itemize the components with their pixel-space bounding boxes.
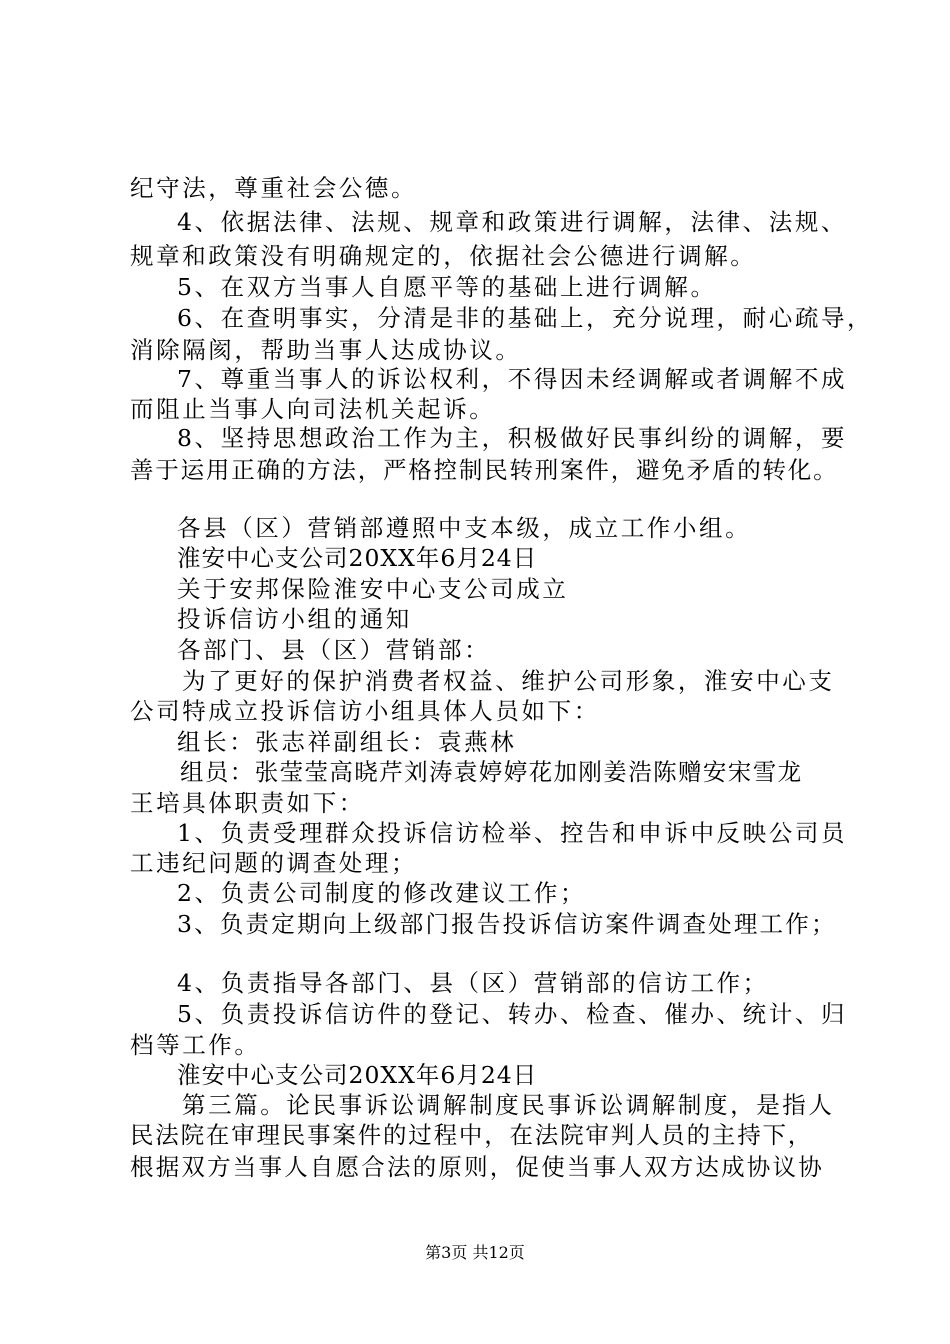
text-line: 4、负责指导各部门、县（区）营销部的信访工作； [177, 969, 769, 997]
text-line: 规章和政策没有明确规定的，依据社会公德进行调解。 [130, 242, 757, 270]
text-line: 档等工作。 [130, 1031, 261, 1059]
text-line: 王培具体职责如下： [130, 789, 365, 817]
text-line: 为了更好的保护消费者权益、维护公司形象，淮安中心支 [182, 667, 835, 695]
text-line: 各县（区）营销部遵照中支本级，成立工作小组。 [177, 514, 752, 542]
text-line: 工违纪问题的调查处理； [130, 849, 418, 877]
text-line: 投诉信访小组的通知 [177, 605, 412, 633]
text-line: 消除隔阂，帮助当事人达成协议。 [130, 336, 522, 364]
text-line: 3、负责定期向上级部门报告投诉信访案件调查处理工作； [177, 910, 837, 938]
text-line: 1、负责受理群众投诉信访检举、控告和申诉中反映公司员 [177, 819, 848, 847]
text-line: 淮安中心支公司20XX年6月24日 [177, 544, 538, 572]
text-line: 5、负责投诉信访件的登记、转办、检查、催办、统计、归 [177, 1000, 848, 1028]
text-line: 组员：张莹莹高晓芹刘涛袁婷婷花加刚姜浩陈赠安宋雪龙 [180, 758, 803, 786]
text-line: 善于运用正确的方法，严格控制民转刑案件，避免矛盾的转化。 [130, 456, 839, 484]
text-line: 淮安中心支公司20XX年6月24日 [177, 1061, 538, 1089]
text-line: 关于安邦保险淮安中心支公司成立 [177, 575, 569, 603]
text-line: 8、坚持思想政治工作为主，积极做好民事纠纷的调解，要 [177, 424, 848, 452]
text-line: 4、依据法律、法规、规章和政策进行调解，法律、法规、 [177, 208, 848, 236]
text-line: 2、负责公司制度的修改建议工作； [177, 879, 587, 907]
text-line: 民法院在审理民事案件的过程中，在法院审判人员的主持下， [130, 1121, 814, 1149]
text-line: 纪守法，尊重社会公德。 [130, 174, 418, 202]
text-line: 第三篇。论民事诉讼调解制度民事诉讼调解制度，是指人 [182, 1091, 835, 1119]
page-number-footer: 第3页 共12页 [425, 1243, 525, 1262]
text-line: 而阻止当事人向司法机关起诉。 [130, 395, 496, 423]
text-line: 公司特成立投诉信访小组具体人员如下： [130, 697, 600, 725]
text-line: 6、在查明事实，分清是非的基础上，充分说理，耐心疏导， [177, 304, 874, 332]
text-line: 5、在双方当事人自愿平等的基础上进行调解。 [177, 273, 717, 301]
text-line: 组长：张志祥副组长：袁燕林 [177, 728, 517, 756]
text-line: 根据双方当事人自愿合法的原则，促使当事人双方达成协议协 [130, 1153, 824, 1181]
text-line: 7、尊重当事人的诉讼权利，不得因未经调解或者调解不成 [177, 365, 848, 393]
text-line: 各部门、县（区）营销部： [177, 636, 491, 664]
